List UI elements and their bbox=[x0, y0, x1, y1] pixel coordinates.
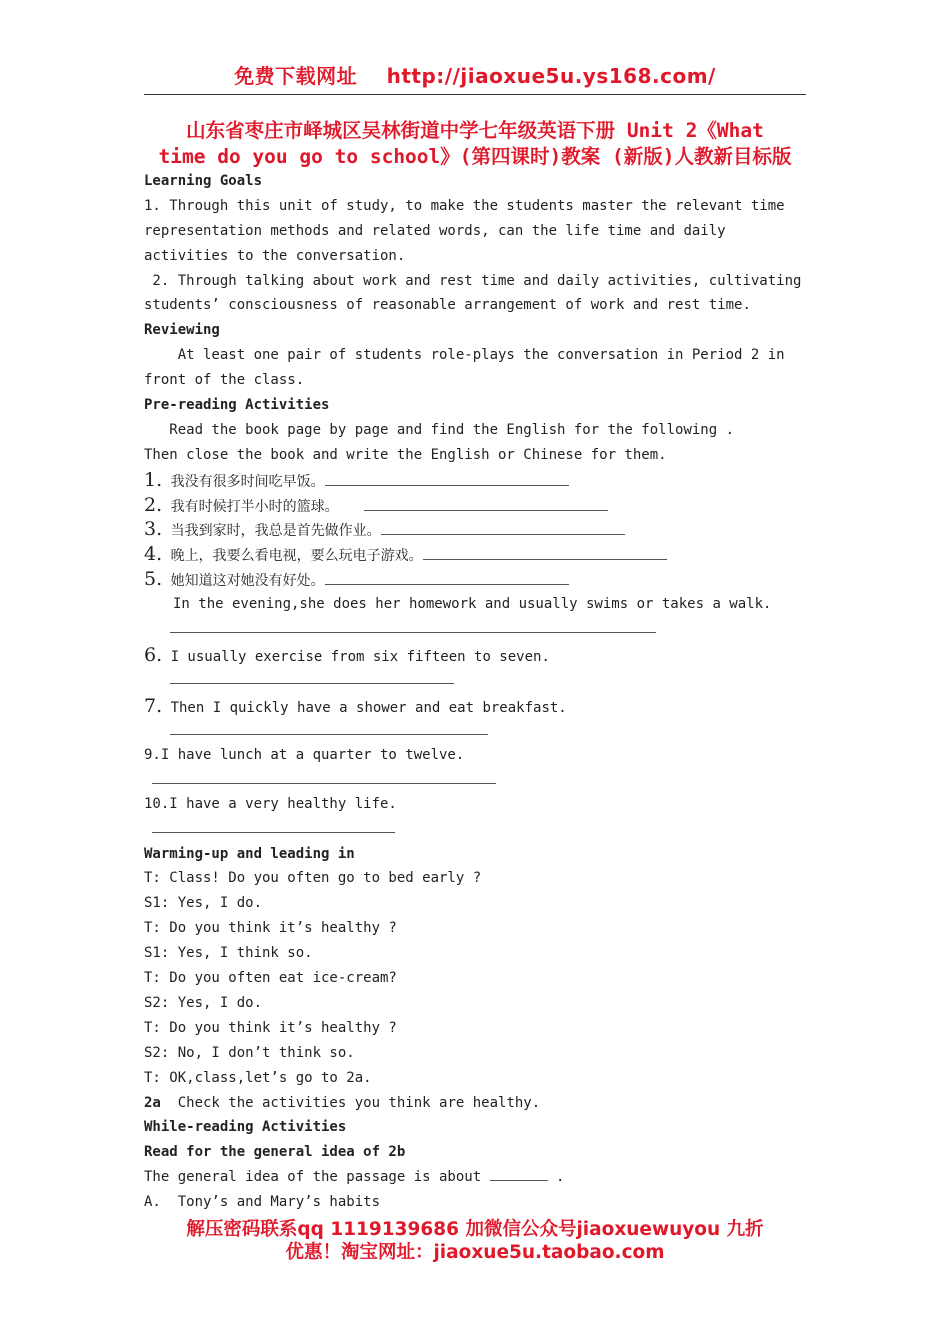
exercise-item bbox=[144, 643, 806, 668]
review-line-2: front of the class. bbox=[144, 372, 305, 389]
exercise-number: 6. bbox=[144, 644, 163, 667]
footer-line-1: 解压密码联系qq 1119139686 加微信公众号jiaoxuewuyou 九折 bbox=[186, 1219, 764, 1240]
prereading-line-1: Read the book page by page and find the English for the following . bbox=[144, 421, 735, 438]
review-line-1: At least one pair of students role-plays the conversation in Period 2 in bbox=[144, 347, 785, 364]
answer-blank[interactable] bbox=[364, 496, 608, 511]
answer-blank[interactable] bbox=[152, 818, 395, 833]
prereading-line-2: Then close the book and write the English or Chinese for them. bbox=[144, 446, 667, 463]
task-2a-text: Check the activities you think are healthy. bbox=[177, 1094, 541, 1111]
subheading-general-idea: Read for the general idea of 2b bbox=[144, 1144, 406, 1161]
goal-2-line-1: 2. Through talking about work and rest time and daily activities, cultivating bbox=[144, 272, 802, 289]
dialogue-line: S2: Yes, I do. bbox=[144, 994, 263, 1011]
goal-1-line-3: activities to the conversation. bbox=[144, 247, 406, 264]
heading-reviewing: Reviewing bbox=[144, 322, 220, 339]
exercise-number: 3. bbox=[144, 518, 163, 541]
dialogue-line: S1: Yes, I do. bbox=[144, 895, 263, 912]
footer-line-2: 优惠！淘宝网址：jiaoxue5u.taobao.com bbox=[285, 1242, 665, 1263]
exercise-item bbox=[144, 567, 806, 592]
answer-blank[interactable] bbox=[325, 471, 569, 486]
dialogue-line: T: Do you think it’s healthy ? bbox=[144, 1019, 397, 1036]
goal-1-line-1: 1. Through this unit of study, to make the students master the relevant time bbox=[144, 197, 785, 214]
task-2a bbox=[144, 1091, 806, 1116]
exercise-item bbox=[144, 517, 806, 542]
dialogue-line: T: Class! Do you often go to bed early ? bbox=[144, 870, 482, 887]
exercise-number: 2. bbox=[144, 493, 163, 516]
exercise-evening-sentence: In the evening,she does her homework and usually swims or takes a walk. bbox=[173, 596, 772, 613]
dialogue-line: T: Do you think it’s healthy ? bbox=[144, 920, 397, 937]
exercise-blank-row bbox=[144, 668, 806, 694]
exercise-blank-row bbox=[144, 719, 806, 743]
answer-blank[interactable] bbox=[490, 1166, 548, 1181]
answer-blank[interactable] bbox=[423, 545, 667, 560]
title-line-1: 山东省枣庄市峄城区吴林街道中学七年级英语下册 Unit 2《What bbox=[186, 119, 764, 142]
exercise-text: 当我到家时，我总是首先做作业。 bbox=[170, 523, 381, 540]
answer-blank[interactable] bbox=[170, 669, 454, 684]
answer-blank[interactable] bbox=[170, 720, 488, 735]
exercise-number: 5. bbox=[144, 568, 163, 591]
exercise-number: 4. bbox=[144, 543, 163, 566]
footer-promo bbox=[144, 1218, 806, 1264]
exercise-blank-row bbox=[144, 617, 806, 643]
answer-blank[interactable] bbox=[325, 570, 569, 585]
exercise-number: 1. bbox=[144, 468, 163, 491]
exercise-number: 7. bbox=[144, 694, 163, 717]
exercise-blank-row bbox=[144, 768, 806, 792]
exercise-text: 她知道这对她没有好处。 bbox=[170, 573, 325, 590]
heading-while-reading: While-reading Activities bbox=[144, 1119, 347, 1136]
exercise-item bbox=[144, 468, 806, 493]
answer-blank[interactable] bbox=[381, 520, 625, 535]
exercise-text: 晚上，我要么看电视，要么玩电子游戏。 bbox=[170, 548, 423, 565]
exercise-item-10: 10.I have a very healthy life. bbox=[144, 795, 397, 812]
answer-blank[interactable] bbox=[170, 618, 656, 633]
option-a: A. Tony’s and Mary’s habits bbox=[144, 1194, 381, 1211]
header-label: 免费下载网址 bbox=[234, 64, 358, 88]
dialogue-line: S2: No, I don’t think so. bbox=[144, 1044, 355, 1061]
exercise-text: I usually exercise from six fifteen to seven. bbox=[170, 649, 550, 666]
exercise-item bbox=[144, 542, 806, 567]
goal-2-line-2: students’ consciousness of reasonable arrangement of work and rest time. bbox=[144, 297, 751, 314]
dialogue-line: S1: Yes, I think so. bbox=[144, 945, 313, 962]
heading-warming-up: Warming-up and leading in bbox=[144, 845, 355, 862]
exercise-blank-row bbox=[144, 817, 806, 842]
header-url-link[interactable]: http://jiaoxue5u.ys168.com/ bbox=[386, 64, 716, 88]
answer-blank[interactable] bbox=[152, 769, 496, 784]
exercise-item bbox=[144, 694, 806, 719]
task-2a-label: 2a bbox=[144, 1094, 161, 1111]
document-title bbox=[144, 118, 806, 170]
document-body bbox=[144, 169, 806, 1215]
heading-learning-goals: Learning Goals bbox=[144, 173, 263, 189]
question-text: The general idea of the passage is about bbox=[144, 1169, 482, 1186]
header-divider bbox=[144, 94, 806, 95]
exercise-item bbox=[144, 493, 806, 518]
heading-prereading: Pre-reading Activities bbox=[144, 397, 330, 414]
exercise-text: 我有时候打半小时的篮球。 bbox=[170, 498, 339, 515]
dialogue-line: T: OK,class,let’s go to 2a. bbox=[144, 1069, 372, 1086]
goal-1-line-2: representation methods and related words, can the life time and daily bbox=[144, 222, 726, 239]
title-line-2: time do you go to school》(第四课时)教案 (新版)人教新目标版 bbox=[158, 145, 792, 168]
question-general-idea bbox=[144, 1165, 806, 1190]
exercise-item-9: 9.I have lunch at a quarter to twelve. bbox=[144, 746, 465, 763]
header-banner bbox=[144, 60, 806, 89]
exercise-text: 我没有很多时间吃早饭。 bbox=[170, 473, 325, 490]
dialogue-line: T: Do you often eat ice-cream? bbox=[144, 970, 397, 987]
question-end: . bbox=[556, 1169, 565, 1186]
exercise-text: Then I quickly have a shower and eat breakfast. bbox=[170, 699, 567, 716]
